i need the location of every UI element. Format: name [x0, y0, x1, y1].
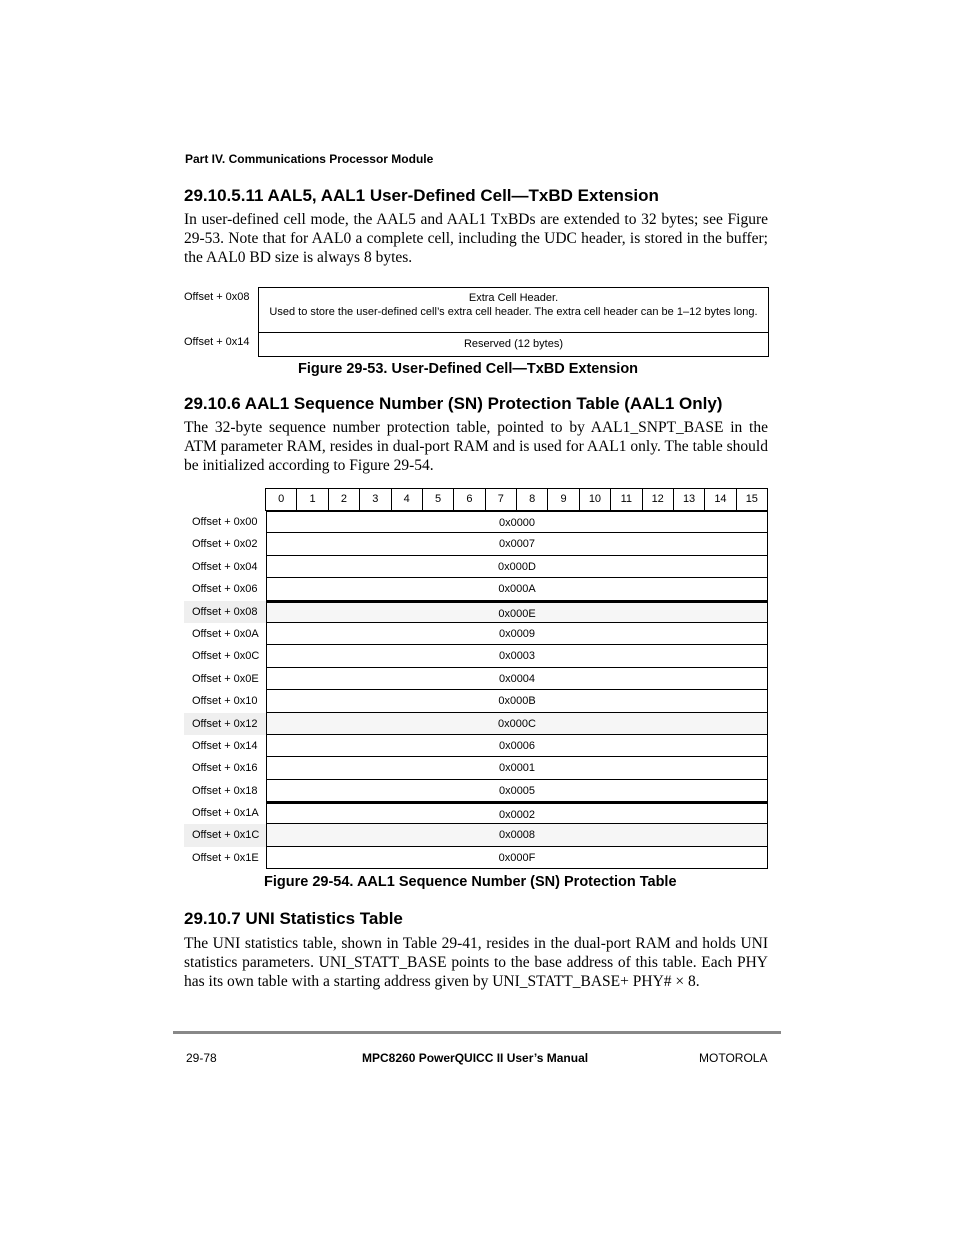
bit-number: 9 — [548, 489, 579, 510]
bit-number: 4 — [392, 489, 423, 510]
section-body-txbd-extension: In user-defined cell mode, the AAL5 and AAL1 TxBDs are extended to 32 bytes; see Figure 29-53. Note that for AAL0 a complete cell, including the UDC header, is stored in the buffer; the AAL0 BD size is always 8 bytes. — [184, 211, 768, 266]
section-body-uni-statistics: The UNI statistics table, shown in Table 29-41, resides in the dual-port RAM and holds UNI statistics parameters. UNI_STATT_BASE points to the base address of this table. Each PHY has its own table with a starting address given by UNI_STATT_BASE+ PHY# × 8. — [184, 935, 768, 990]
offset-label: Offset + 0x02 — [192, 538, 258, 551]
sn-value-cell: 0x000A — [266, 578, 768, 600]
offset-label: Offset + 0x1E — [192, 851, 259, 864]
offset-label: Offset + 0x1C — [192, 829, 260, 842]
publisher: MOTOROLA — [699, 1051, 768, 1065]
figure-54-caption: Figure 29-54. AAL1 Sequence Number (SN) Protection Table — [264, 874, 677, 890]
offset-label: Offset + 0x10 — [192, 695, 258, 708]
extra-cell-header-field — [259, 288, 768, 333]
table-row — [184, 601, 768, 623]
offset-label: Offset + 0x0E — [192, 672, 259, 685]
offset-label: Offset + 0x16 — [192, 762, 258, 775]
section-heading-uni-statistics: 29.10.7 UNI Statistics Table — [184, 909, 403, 928]
sn-value-cell: 0x0008 — [266, 824, 768, 846]
sn-value-cell: 0x0000 — [266, 511, 768, 533]
table-row — [184, 578, 768, 600]
sn-value-cell: 0x000B — [266, 690, 768, 712]
table-row — [184, 690, 768, 712]
bit-number: 12 — [643, 489, 674, 510]
sn-value-cell: 0x000E — [266, 601, 768, 623]
offset-label: Offset + 0x0C — [192, 650, 260, 663]
sn-value-cell: 0x000F — [266, 847, 768, 869]
table-row — [184, 623, 768, 645]
offset-label: Offset + 0x04 — [192, 560, 258, 573]
bit-number: 6 — [454, 489, 485, 510]
table-row — [184, 847, 768, 869]
bit-number: 10 — [580, 489, 611, 510]
table-row — [184, 780, 768, 802]
sn-value-cell: 0x000D — [266, 556, 768, 578]
offset-label: Offset + 0x14 — [192, 739, 258, 752]
table-row — [184, 556, 768, 578]
offset-label: Offset + 0x00 — [192, 516, 258, 528]
reserved-field: Reserved (12 bytes) — [463, 338, 564, 350]
bit-number: 1 — [297, 489, 328, 510]
sn-value-cell: 0x0007 — [266, 533, 768, 555]
bit-number: 2 — [329, 489, 360, 510]
manual-title: MPC8260 PowerQUICC II User’s Manual — [362, 1051, 589, 1065]
table-row — [184, 713, 768, 735]
section-heading-txbd-extension: 29.10.5.11 AAL5, AAL1 User-Defined Cell—TxBD Extension — [184, 186, 659, 205]
offset-label: Offset + 0x1A — [192, 807, 259, 820]
table-row — [184, 757, 768, 779]
offset-label: Offset + 0x06 — [192, 583, 258, 596]
sn-protection-table — [184, 511, 768, 869]
footer-rule — [173, 1031, 781, 1034]
offset-label: Offset + 0x18 — [192, 784, 258, 797]
figure-53-caption: Figure 29-53. User-Defined Cell—TxBD Extension — [298, 361, 639, 377]
table-row — [184, 668, 768, 690]
sn-value-cell: 0x0009 — [266, 623, 768, 645]
bit-number: 5 — [423, 489, 454, 510]
running-header: Part IV. Communications Processor Module — [185, 152, 434, 166]
bit-number: 8 — [517, 489, 548, 510]
bit-number: 0 — [266, 489, 297, 510]
offset-label: Offset + 0x08 — [192, 605, 258, 618]
sn-value-cell: 0x0005 — [266, 780, 768, 802]
bit-number: 11 — [611, 489, 642, 510]
section-heading-sn-protection: 29.10.6 AAL1 Sequence Number (SN) Protection Table (AAL1 Only) — [184, 394, 723, 413]
table-row — [184, 802, 768, 824]
bit-number-header — [265, 488, 768, 511]
offset-label: Offset + 0x12 — [192, 717, 258, 730]
field-description: Used to store the user-defined cell’s extra cell header. The extra cell header can be 1–12 bytes long. — [269, 306, 758, 318]
bit-number: 3 — [360, 489, 391, 510]
table-row — [184, 511, 768, 533]
sn-value-cell: 0x0006 — [266, 735, 768, 757]
page-number: 29-78 — [186, 1051, 217, 1065]
bit-number: 7 — [486, 489, 517, 510]
sn-value-cell: 0x0003 — [266, 645, 768, 667]
table-row — [184, 824, 768, 846]
table-row — [184, 533, 768, 555]
sn-value-cell: 0x0001 — [266, 757, 768, 779]
sn-value-cell: 0x0004 — [266, 668, 768, 690]
bit-number: 13 — [674, 489, 705, 510]
sn-value-cell: 0x000C — [266, 713, 768, 735]
offset-label: Offset + 0x14 — [184, 336, 250, 348]
sn-value-cell: 0x0002 — [266, 802, 768, 824]
table-row — [184, 645, 768, 667]
offset-label: Offset + 0x08 — [184, 291, 250, 303]
bit-number: 15 — [745, 493, 758, 505]
offset-label: Offset + 0x0A — [192, 627, 259, 640]
section-body-sn-protection: The 32-byte sequence number protection table, pointed to by AAL1_SNPT_BASE in the ATM parameter RAM, resides in dual-port RAM and is used for AAL1 only. The table should be initialized according to Figure 29-54. — [184, 419, 768, 474]
figure-53-diagram — [258, 287, 769, 357]
table-row — [184, 735, 768, 757]
bit-number: 14 — [705, 489, 736, 510]
field-title: Extra Cell Header. — [468, 292, 559, 304]
